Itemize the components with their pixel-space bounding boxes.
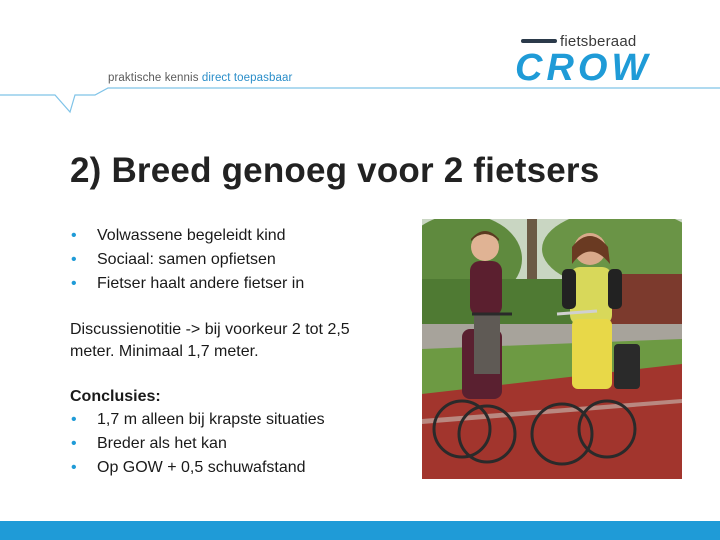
conclusion-text: Op GOW + 0,5 schuwafstand — [97, 459, 306, 476]
bullet-text: Fietser haalt andere fietser in — [97, 275, 305, 292]
bullet-dot: • — [71, 435, 77, 452]
conclusions-heading: Conclusies: — [70, 388, 161, 405]
photo-illustration — [422, 219, 682, 479]
bullet-dot: • — [71, 411, 77, 428]
logo-subtitle: fietsberaad — [560, 33, 637, 50]
logo-bar — [521, 39, 557, 43]
bullet-list — [70, 224, 410, 296]
bullet-dot: • — [71, 275, 77, 292]
tagline-part1: praktische kennis — [108, 72, 202, 84]
tagline-part2: direct toepasbaar — [201, 72, 293, 84]
bullet-text: Sociaal: samen opfietsen — [97, 251, 276, 268]
footer-bar — [0, 521, 720, 540]
bullet-item — [70, 272, 410, 296]
discussion-note: Discussienotitie -> bij voorkeur 2 tot 2,5 meter. Minimaal 1,7 meter. — [70, 321, 350, 360]
conclusion-item — [70, 456, 410, 480]
conclusion-item — [70, 432, 410, 456]
tagline — [108, 72, 292, 84]
bullet-text: Volwassene begeleidt kind — [97, 227, 286, 244]
conclusion-text: 1,7 m alleen bij krapste situaties — [97, 411, 325, 428]
bullet-item — [70, 224, 410, 248]
conclusion-text: Breder als het kan — [97, 435, 227, 452]
bullet-dot: • — [71, 227, 77, 244]
slide-title: 2) Breed genoeg voor 2 fietsers — [70, 151, 600, 190]
bullet-dot: • — [71, 459, 77, 476]
photo-two-cyclists — [422, 219, 682, 479]
conclusion-item — [70, 408, 410, 432]
crow-fietsberaad-logo — [515, 33, 685, 89]
bullet-item — [70, 248, 410, 272]
conclusions — [70, 386, 410, 480]
logo-wordmark: CROW — [515, 47, 652, 89]
bullet-dot: • — [71, 251, 77, 268]
